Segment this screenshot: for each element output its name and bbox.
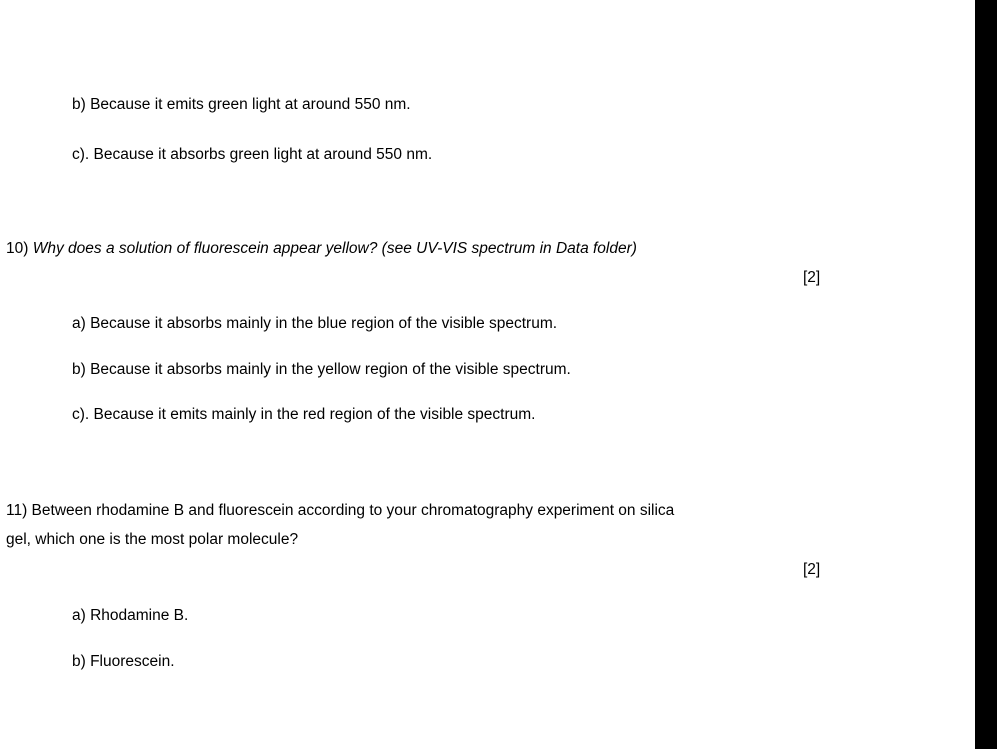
q10-question-text: Why does a solution of fluorescein appear yellow? (see UV-VIS spectrum in Data folder) xyxy=(32,240,637,257)
q11-option-a: a) Rhodamine B. xyxy=(72,607,189,624)
right-edge-bar xyxy=(975,0,997,749)
q11-question-line2: gel, which one is the most polar molecule? xyxy=(6,531,299,548)
q9-option-b: b) Because it emits green light at around 550 nm. xyxy=(72,96,411,113)
q10-option-c: c). Because it emits mainly in the red region of the visible spectrum. xyxy=(72,406,536,423)
q10-option-a: a) Because it absorbs mainly in the blue region of the visible spectrum. xyxy=(72,315,558,332)
q10-number: 10) xyxy=(6,240,29,257)
q10-option-b: b) Because it absorbs mainly in the yellow region of the visible spectrum. xyxy=(72,361,571,378)
q9-option-c: c). Because it absorbs green light at around 550 nm. xyxy=(72,146,433,163)
q11-option-b: b) Fluorescein. xyxy=(72,653,175,670)
q11-marks: [2] xyxy=(803,561,821,578)
q11-question-line1: 11) Between rhodamine B and fluorescein according to your chromatography experiment on silica xyxy=(6,502,675,519)
q10-question xyxy=(6,239,637,259)
q10-marks: [2] xyxy=(803,269,821,286)
